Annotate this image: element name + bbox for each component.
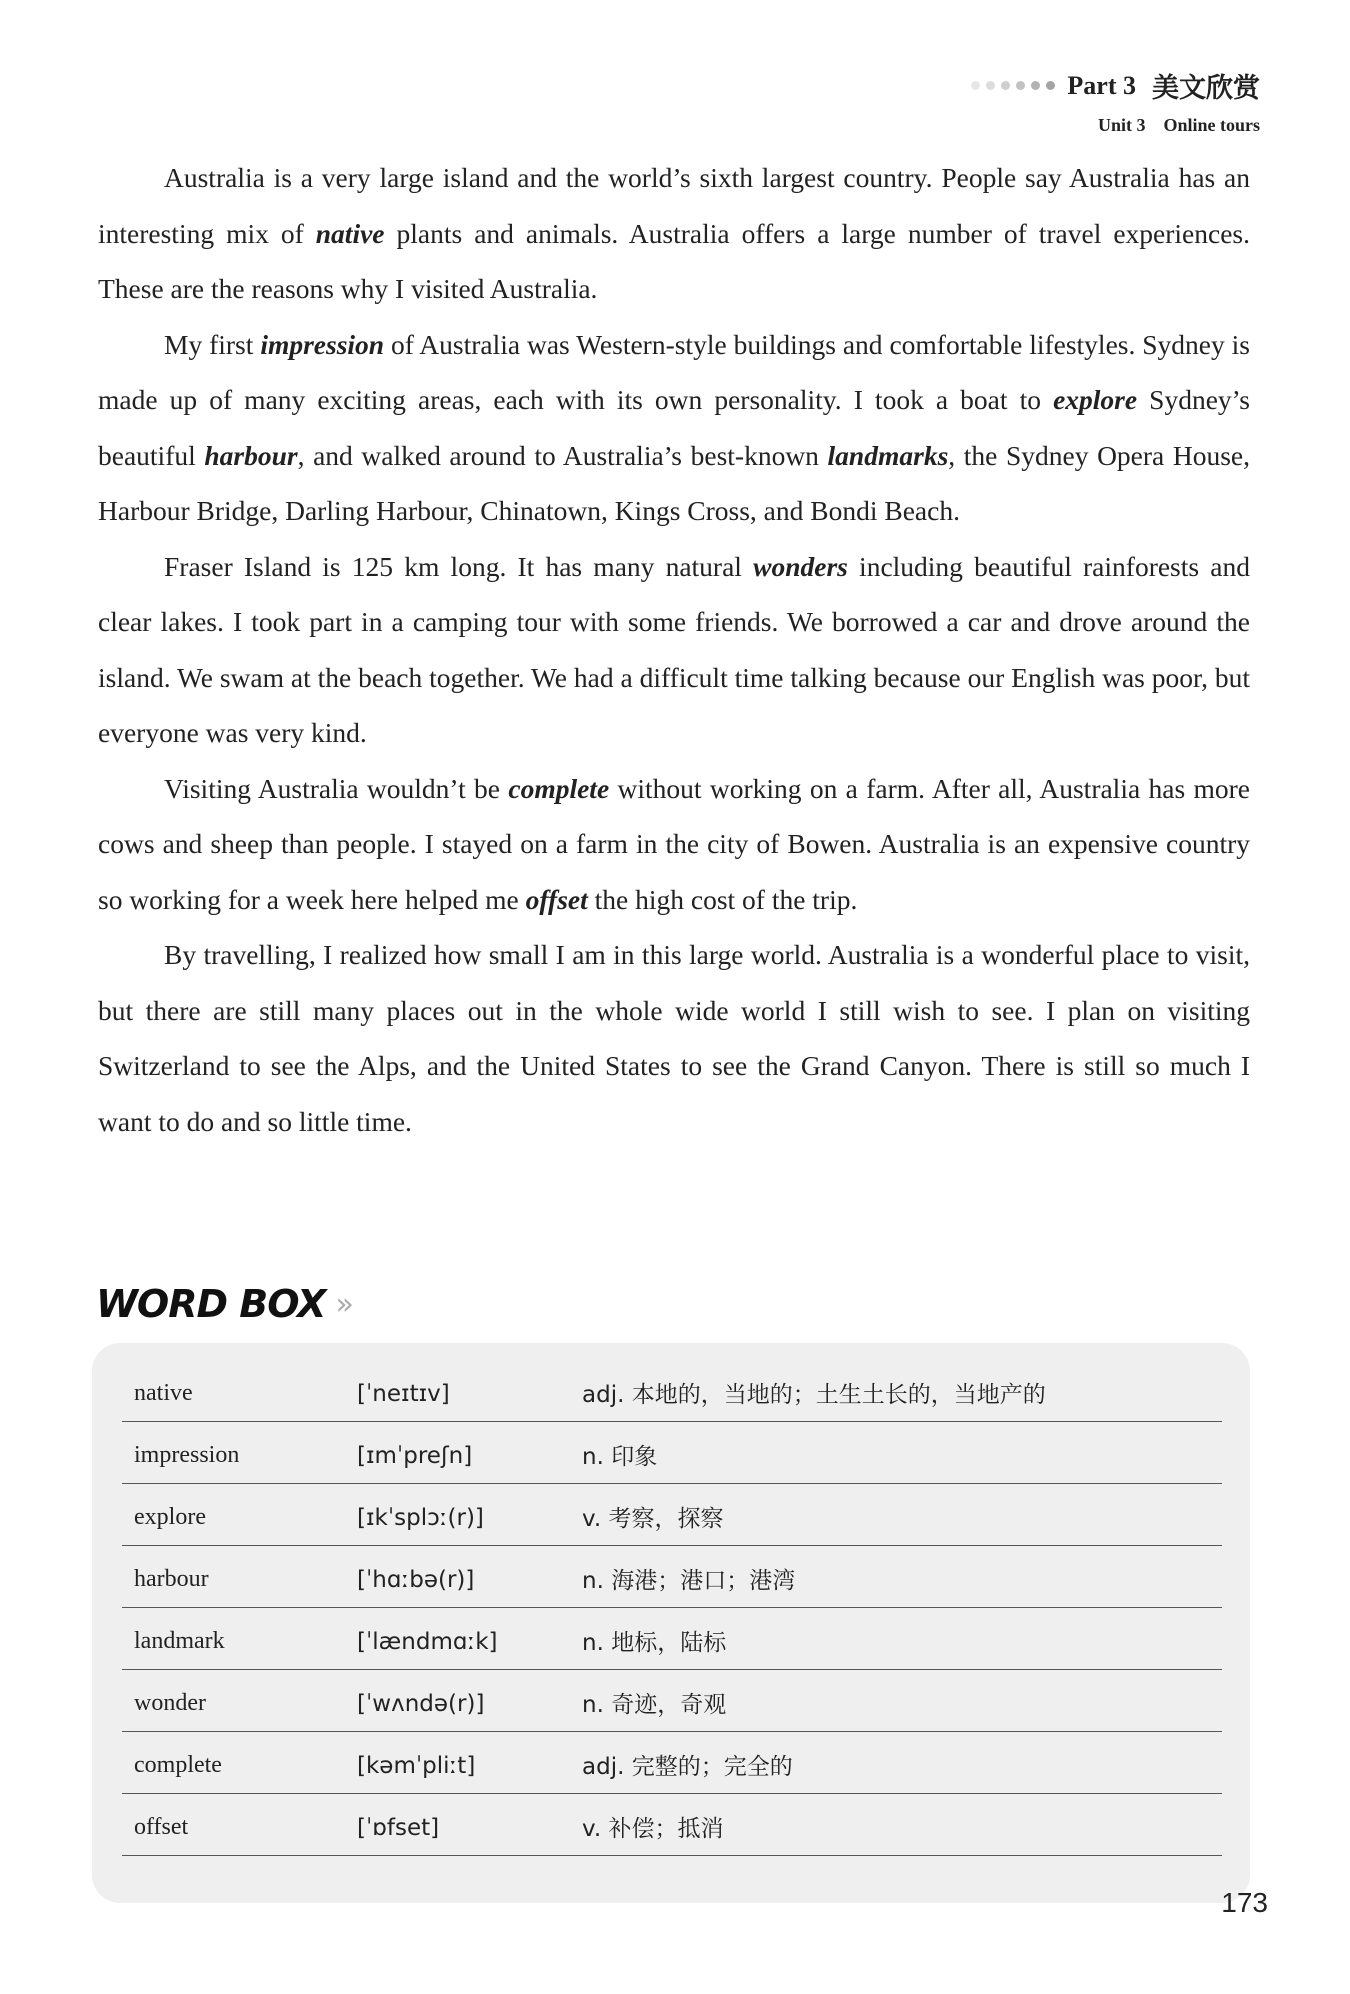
word-box-title: WORD BOX (96, 1282, 326, 1326)
entry-word: landmark (134, 1628, 225, 1654)
unit-title: Online tours (1163, 115, 1260, 135)
vocab-word: harbour (204, 439, 298, 471)
word-box-heading (96, 1282, 354, 1326)
article-body (98, 150, 1250, 1149)
word-entry (122, 1607, 1222, 1670)
part-label: Part 3 (1067, 70, 1136, 100)
vocab-word: impression (260, 328, 385, 360)
entry-pronunciation: [ˈɒfset] (357, 1815, 440, 1841)
entry-definition: n. 印象 (582, 1444, 658, 1470)
page-number: 173 (1221, 1887, 1268, 1918)
entry-pronunciation: [ɪmˈpreʃn] (357, 1443, 473, 1469)
paragraph-4: Visiting Australia wouldn’t be complete without working on a farm. After all, Australia has more cows and sheep than people. I stayed on a farm in the city of Bowen. Australia is an expensive country so working for a week here helped me offset the high cost of the trip. (98, 772, 1250, 915)
entry-pronunciation: [ˈhɑːbə(r)] (357, 1567, 475, 1593)
entry-pronunciation: [kəmˈpliːt] (357, 1753, 476, 1779)
part-title: 美文欣赏 (1152, 73, 1260, 104)
double-chevron-icon: » (335, 1286, 354, 1322)
word-entry (122, 1359, 1222, 1422)
vocab-word: landmarks (827, 439, 949, 471)
vocab-word: native (315, 217, 385, 249)
entry-pronunciation: [ˈneɪtɪv] (357, 1381, 450, 1407)
vocab-word: offset (525, 883, 588, 915)
word-entry (122, 1793, 1222, 1856)
word-entry (122, 1421, 1222, 1484)
entry-word: harbour (134, 1566, 209, 1592)
word-entry (122, 1731, 1222, 1794)
entry-definition: adj. 本地的，当地的；土生土长的，当地产的 (582, 1382, 1046, 1408)
paragraph-3: Fraser Island is 125 km long. It has many natural wonders including beautiful rainforests and clear lakes. I took part in a camping tour with some friends. We borrowed a car and drove around the island. We swam at the beach together. We had a difficult time talking because our English was poor, but everyone was very kind. (98, 550, 1250, 748)
page-header (971, 66, 1260, 136)
word-entry (122, 1483, 1222, 1546)
word-entry (122, 1545, 1222, 1608)
entry-definition: v. 考察，探察 (582, 1506, 724, 1532)
paragraph-2: My first impression of Australia was Western-style buildings and comfortable lifestyles. Sydney is made up of many exciting areas, each with its own personality. I took a boat to explore Sydney’s beautiful harbour, and walked around to Australia’s best-known landmarks, the Sydney Opera House, Harbour Bridge, Darling Harbour, Chinatown, Kings Cross, and Bondi Beach. (98, 328, 1251, 526)
decorative-dots (971, 81, 1055, 90)
entry-definition: n. 地标，陆标 (582, 1630, 727, 1656)
header-part-line (971, 66, 1260, 105)
word-box (92, 1343, 1250, 1903)
vocab-word: complete (508, 772, 610, 804)
vocab-word: explore (1053, 384, 1138, 415)
word-entry (122, 1669, 1222, 1732)
entry-pronunciation: [ɪkˈsplɔː(r)] (357, 1505, 484, 1531)
entry-definition: v. 补偿；抵消 (582, 1816, 724, 1842)
entry-definition: n. 海港；港口；港湾 (582, 1568, 796, 1594)
entry-word: offset (134, 1814, 189, 1840)
entry-pronunciation: [ˈlændmɑːk] (357, 1629, 498, 1655)
paragraph-5: By travelling, I realized how small I am in this large world. Australia is a wonderful place to visit, but there are still many places out in the whole wide world I still wish to see. I plan on visiting Switzerland to see the Alps, and the United States to see the Grand Canyon. There is still so much I want to do and so little time. (98, 939, 1250, 1137)
entry-word: wonder (134, 1690, 206, 1716)
entry-pronunciation: [ˈwʌndə(r)] (357, 1691, 485, 1717)
entry-word: complete (134, 1752, 222, 1778)
entry-word: impression (134, 1442, 240, 1468)
entry-word: native (134, 1380, 193, 1406)
header-unit-line (971, 115, 1260, 136)
unit-label: Unit 3 (1097, 115, 1146, 135)
vocab-word: wonders (753, 550, 848, 582)
entry-definition: adj. 完整的；完全的 (582, 1754, 793, 1780)
paragraph-1: Australia is a very large island and the world’s sixth largest country. People say Australia has an interesting mix of native plants and animals. Australia offers a large number of travel experiences. These are the reasons why I visited Australia. (98, 162, 1250, 304)
entry-word: explore (134, 1504, 206, 1530)
entry-definition: n. 奇迹，奇观 (582, 1692, 727, 1718)
